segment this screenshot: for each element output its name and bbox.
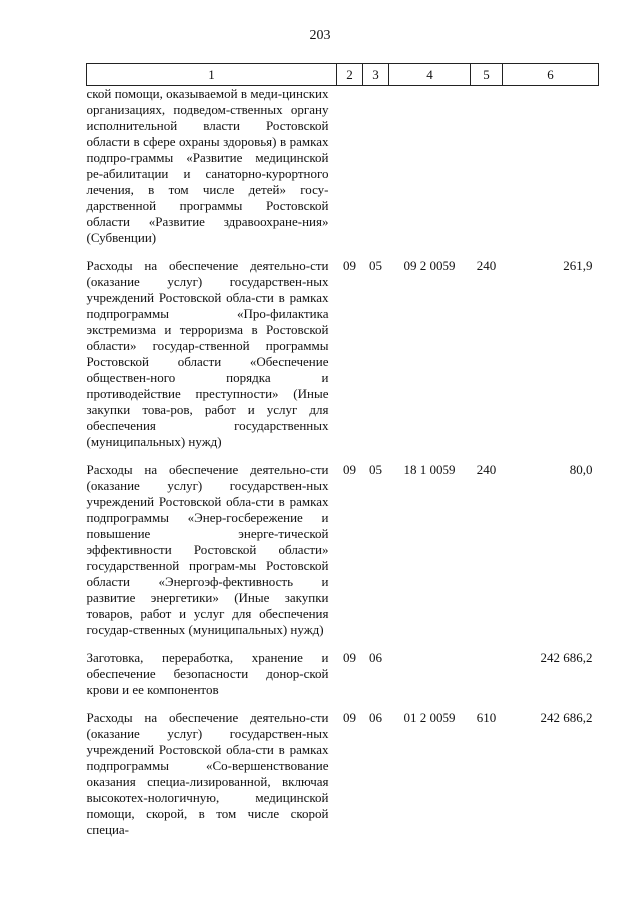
row-subsection: 06	[369, 710, 382, 725]
column-header-3: 3	[363, 64, 389, 86]
row-amount: 242 686,2	[540, 650, 593, 665]
row-name: Расходы на обеспечение деятельно-сти (оказание услуг) государствен-ных учреждений Ростовской обла-сти в рамках подпрограммы «Со-вершенствование оказания специа-лизированной, включая высокотех-нологичную, медицинской помощи, скорой, в том числе скорой специа-	[86, 710, 329, 837]
table-row	[87, 650, 599, 710]
row-expense-type: 610	[476, 710, 497, 725]
row-section: 09	[343, 462, 356, 477]
row-subsection: 05	[369, 258, 382, 273]
row-amount	[503, 86, 599, 259]
row-name: Расходы на обеспечение деятельно-сти (оказание услуг) государствен-ных учреждений Ростовской обла-сти в рамках подпрограммы «Про-филактика экстремизма и терроризма в Ростовской области» государ-ственной программы Ростовской области «Обеспечение обществен-ного порядка и противодействие преступности» (Иные закупки това-ров, работ и услуг для обеспечения государственных (муниципальных) нужд)	[86, 258, 329, 449]
row-section	[337, 86, 363, 259]
row-name: Расходы на обеспечение деятельно-сти (оказание услуг) государствен-ных учреждений Ростовской обла-сти в рамках подпрограммы «Энер-госбережение и повышение энерге-тической эффективности Ростовской области» государственной програм-мы Ростовской области «Энергоэф-фективность и развитие энергетики» (Иные закупки товаров, работ и услуг для обеспечения государ-ственных (муниципальных) нужд)	[86, 462, 329, 637]
row-subsection	[363, 86, 389, 259]
row-target-code: 18 1 0059	[403, 462, 456, 477]
row-subsection: 05	[369, 462, 382, 477]
row-expense-type	[471, 650, 503, 710]
row-name: Заготовка, переработка, хранение и обеспечение безопасности донор-ской крови и ее компонентов	[86, 650, 329, 697]
row-target-code	[389, 650, 471, 710]
row-name: ской помощи, оказываемой в меди-цинских организациях, подведом-ственных органу исполнительной власти Ростовской области в сфере охраны здоровья) в рамках подпро-граммы «Развитие медицинской ре-абилитации и санаторно-курортного лечения, в том числе детей» госу-дарственной программы Ростовской области «Развитие здравоохране-ния» (Субвенции)	[86, 86, 329, 245]
row-subsection: 06	[369, 650, 382, 665]
column-header-5: 5	[471, 64, 503, 86]
table-header-row	[87, 64, 599, 86]
table-row	[87, 462, 599, 650]
row-amount: 242 686,2	[540, 710, 593, 725]
row-amount: 80,0	[569, 462, 593, 477]
column-header-1: 1	[87, 64, 337, 86]
column-header-6: 6	[503, 64, 599, 86]
column-header-4: 4	[389, 64, 471, 86]
page-number: 203	[309, 28, 331, 43]
table-row	[87, 258, 599, 462]
row-section: 09	[343, 258, 356, 273]
row-target-code: 09 2 0059	[403, 258, 456, 273]
row-target-code	[389, 86, 471, 259]
table-row	[87, 86, 599, 259]
row-section: 09	[343, 710, 356, 725]
row-target-code: 01 2 0059	[403, 710, 456, 725]
row-expense-type	[471, 86, 503, 259]
table-row	[87, 710, 599, 838]
row-amount: 261,9	[563, 258, 593, 273]
row-expense-type: 240	[476, 462, 497, 477]
budget-table	[86, 63, 599, 838]
column-header-2: 2	[337, 64, 363, 86]
row-section: 09	[343, 650, 356, 665]
row-expense-type: 240	[476, 258, 497, 273]
